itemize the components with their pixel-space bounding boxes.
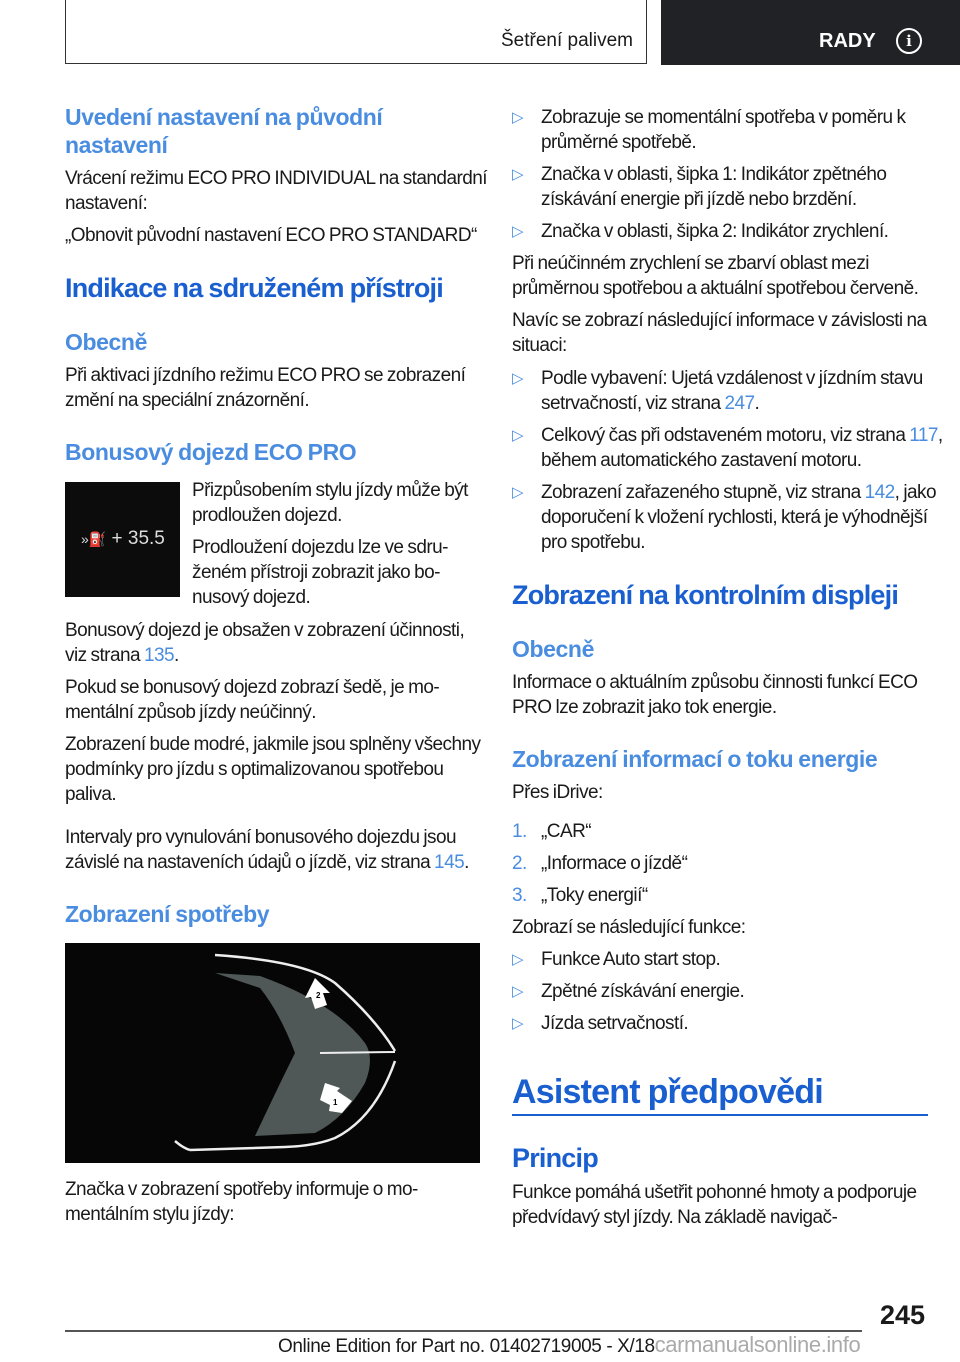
paragraph: Intervaly pro vynulování bonusového dojezdu jsou závislé na nastaveních údajů o jízdě, viz strana 145. xyxy=(65,827,469,873)
bullet-item xyxy=(512,1011,944,1036)
heading-kontrol: Zobrazení na kontrolním displeji xyxy=(512,580,899,610)
text: Zpětné získávání energie. xyxy=(541,981,745,1002)
page-link-247[interactable]: 247 xyxy=(724,393,755,414)
text: „CAR“ xyxy=(541,821,592,842)
heading-indikace: Indikace na sdruženém přístroji xyxy=(65,273,443,303)
page-link-117[interactable]: 117 xyxy=(909,425,938,446)
text: Funkce Auto start stop. xyxy=(541,949,721,970)
watermark: carmanualsonline.info xyxy=(654,1332,861,1357)
triangle-bullet-icon: ▷ xyxy=(512,223,523,240)
paragraph: Navíc se zobrazí následující informace v závislosti na situaci: xyxy=(512,310,927,356)
section-tab xyxy=(661,0,960,65)
paragraph: Informace o aktuálním způsobu činnosti funkcí ECO PRO lze zobrazit jako tok energie. xyxy=(512,672,918,718)
bullet-item xyxy=(512,480,944,555)
paragraph: Při neúčinném zrychlení se zbarví oblast mezi průměrnou spotřebou a aktuální spotřebou červeně. xyxy=(512,253,919,299)
paragraph: Zobrazí se následující funkce: xyxy=(512,917,746,938)
paragraph: Přizpůsobením stylu jízdy může být prodloužen dojezd. xyxy=(192,480,468,526)
triangle-bullet-icon: ▷ xyxy=(512,1015,523,1032)
text: Značka v oblasti, šipka 1: Indikátor zpětného získávání energie při jízdě nebo brzdění. xyxy=(541,164,887,210)
heading-obecne: Obecně xyxy=(65,329,147,355)
header-box xyxy=(65,0,647,64)
bullet-item xyxy=(512,979,944,1004)
footer-text xyxy=(278,1332,860,1358)
heading-reset: Uvedení nastavení na původní nastavení xyxy=(65,104,383,158)
paragraph: Pokud se bonusový dojezd zobrazí šedě, je momentální způsob jízdy neúčinný. xyxy=(65,677,440,723)
text: Značka v oblasti, šipka 2: Indikátor zrychlení. xyxy=(541,221,889,242)
bullet-item xyxy=(512,162,944,212)
paragraph: Přes iDrive: xyxy=(512,782,603,803)
info-icon: i xyxy=(896,28,922,54)
paragraph: Značka v zobrazení spotřeby informuje o momentálním stylu jízdy: xyxy=(65,1179,419,1225)
step-item xyxy=(512,819,944,844)
text: , jako doporučení k vložení rychlosti, která je výhodnější pro spotřebu. xyxy=(541,482,936,553)
triangle-bullet-icon: ▷ xyxy=(512,951,523,968)
bullet-item xyxy=(512,105,944,155)
page-link-145[interactable]: 145 xyxy=(434,852,465,873)
step-number: 1. xyxy=(512,821,527,842)
paragraph: Vrácení režimu ECO PRO INDIVIDUAL na standardní nastavení: xyxy=(65,168,488,214)
arrow-label: 1 xyxy=(333,1098,338,1107)
triangle-bullet-icon: ▷ xyxy=(512,370,523,387)
page-link-135[interactable]: 135 xyxy=(143,645,174,666)
paragraph: Funkce pomáhá ušetřit pohonné hmoty a podporuje předvídavý styl jízdy. Na základě navigač- xyxy=(512,1182,917,1228)
triangle-bullet-icon: ▷ xyxy=(512,427,523,444)
paragraph: „Obnovit původní nastavení ECO PRO STANDARD“ xyxy=(65,225,477,246)
bullet-item: ▷ Podle vybavení: Ujetá vzdálenost v jízdním stavu setrvačností, viz strana 247. xyxy=(512,368,923,414)
bullet-item xyxy=(512,219,944,244)
left-column xyxy=(65,103,487,1227)
text: Intervaly pro vynulování bonusového dojezdu jsou závislé na nastaveních údajů o jízdě, viz strana xyxy=(65,827,457,873)
text: Podle vybavení: Ujetá vzdálenost v jízdním stavu setrvačností, viz strana xyxy=(541,368,923,414)
triangle-bullet-icon: ▷ xyxy=(512,109,523,126)
heading-tok: Zobrazení informací o toku energie xyxy=(512,746,878,772)
heading-princip: Princip xyxy=(512,1143,598,1173)
text: Jízda setrvačností. xyxy=(541,1013,689,1034)
step-item xyxy=(512,851,944,876)
bonus-range-image xyxy=(65,482,180,597)
step-item xyxy=(512,883,944,908)
text: „Toky energií“ xyxy=(541,885,648,906)
text: „Informace o jízdě“ xyxy=(541,853,688,874)
arrow-label: 2 xyxy=(316,991,321,1000)
step-number: 3. xyxy=(512,885,527,906)
paragraph: Prodloužení dojezdu lze ve sdruženém přístroji zobrazit jako bonusový dojezd. xyxy=(192,537,449,608)
text: Celkový čas při odstaveném motoru, viz strana xyxy=(541,425,910,446)
heading-spotreba: Zobrazení spotřeby xyxy=(65,901,270,927)
text: Zobrazuje se momentální spotřeba v poměru k průměrné spotřebě. xyxy=(541,107,906,153)
paragraph: Zobrazení bude modré, jakmile jsou splněny všechny podmínky pro jízdu s optimalizovanou spotřebou paliva. xyxy=(65,734,481,805)
heading-asistent: Asistent předpovědi xyxy=(512,1072,928,1116)
bonus-section xyxy=(65,478,487,610)
triangle-bullet-icon: ▷ xyxy=(512,983,523,1000)
consumption-display-image xyxy=(65,943,480,1163)
page-link-142[interactable]: 142 xyxy=(864,482,895,503)
consumption-gauge xyxy=(65,943,480,1163)
page-number: 245 xyxy=(880,1300,926,1330)
heading-obecne: Obecně xyxy=(512,636,594,662)
text: , během automatického zastavení motoru. xyxy=(541,425,943,471)
chapter-title: Šetření palivem xyxy=(500,30,633,51)
bonus-text xyxy=(192,478,487,610)
right-column xyxy=(512,105,944,1230)
fuel-pump-icon: »⛽ xyxy=(81,531,107,547)
bullet-item xyxy=(512,947,944,972)
triangle-bullet-icon: ▷ xyxy=(512,166,523,183)
edition-text: Online Edition for Part no. 01402719005 - X/18 xyxy=(278,1336,655,1357)
step-number: 2. xyxy=(512,853,527,874)
text: Bonusový dojezd je obsažen v zobrazení účinnosti, viz strana xyxy=(65,620,465,666)
paragraph: Bonusový dojezd je obsažen v zobrazení účinnosti, viz strana 135. xyxy=(65,620,465,666)
bonus-value: + 35.5 xyxy=(111,528,165,549)
triangle-bullet-icon: ▷ xyxy=(512,484,523,501)
bullet-item xyxy=(512,423,944,473)
text: Zobrazení zařazeného stupně, viz strana xyxy=(541,482,865,503)
section-label: RADY xyxy=(819,30,876,52)
paragraph: Při aktivaci jízdního režimu ECO PRO se zobrazení změní na speciální znázornění. xyxy=(65,365,466,411)
heading-bonus: Bonusový dojezd ECO PRO xyxy=(65,439,357,465)
